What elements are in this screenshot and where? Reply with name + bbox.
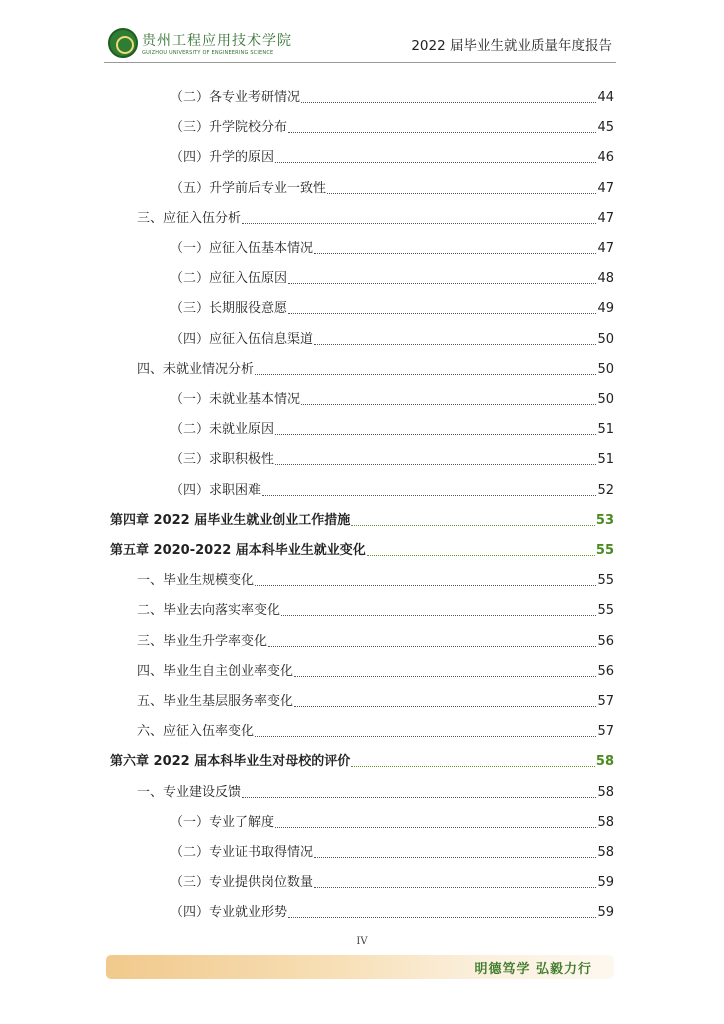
toc-entry-label: 一、毕业生规模变化 (137, 573, 255, 589)
toc-entry[interactable] (170, 903, 614, 921)
university-name: 贵州工程应用技术学院 (142, 33, 292, 49)
toc-entry-label: 五、毕业生基层服务率变化 (137, 694, 294, 709)
toc-entry-label: （二）各专业考研情况 (170, 90, 301, 105)
toc-entry-page: 55 (595, 543, 614, 558)
toc-entry[interactable] (170, 330, 614, 348)
toc-leader-dots (314, 344, 596, 345)
toc-entry-page: 51 (597, 422, 614, 438)
toc-entry-page: 58 (597, 814, 614, 830)
toc-entry-page: 50 (597, 392, 614, 407)
toc-entry-label: 第四章 2022 届毕业生就业创业工作措施 (110, 512, 351, 528)
page-number: IV (356, 936, 368, 947)
toc-entry-label: （一）专业了解度 (170, 814, 275, 830)
toc-leader-dots (281, 615, 596, 616)
toc-entry-label: 四、未就业情况分析 (137, 361, 255, 377)
toc-entry[interactable] (170, 390, 614, 408)
report-title: 2022 届毕业生就业质量年度报告 (411, 38, 612, 54)
toc-entry-page: 46 (597, 150, 614, 166)
toc-entry[interactable] (110, 752, 614, 770)
toc-leader-dots (294, 676, 596, 677)
toc-entry[interactable] (170, 450, 614, 468)
toc-entry[interactable] (137, 692, 614, 710)
toc-entry-page: 47 (597, 241, 614, 256)
toc-leader-dots (268, 646, 596, 647)
toc-entry-label: （二）应征入伍原因 (170, 271, 288, 287)
toc-entry[interactable] (110, 511, 614, 529)
toc-entry-label: （三）升学院校分布 (170, 120, 288, 136)
toc-entry[interactable] (170, 118, 614, 136)
toc-entry-label: 三、毕业生升学率变化 (137, 633, 268, 649)
toc-entry-page: 55 (597, 573, 614, 589)
toc-leader-dots (314, 887, 596, 888)
toc-entry-label: 六、应征入伍率变化 (137, 724, 255, 740)
university-logo-icon (108, 28, 138, 58)
toc-entry[interactable] (137, 209, 614, 227)
footer-banner (106, 955, 614, 979)
toc-entry-label: 二、毕业去向落实率变化 (137, 603, 281, 619)
toc-entry-page: 57 (597, 694, 614, 709)
toc-entry[interactable] (170, 148, 614, 166)
toc-entry-label: （二）未就业原因 (170, 422, 275, 438)
toc-entry-label: 三、应征入伍分析 (137, 210, 242, 226)
toc-entry[interactable] (170, 179, 614, 197)
toc-entry[interactable] (137, 662, 614, 680)
toc-entry-page: 58 (595, 754, 614, 770)
toc-entry-label: （一）应征入伍基本情况 (170, 241, 314, 256)
toc-entry[interactable] (170, 88, 614, 106)
toc-leader-dots (288, 283, 596, 284)
toc-entry-page: 59 (597, 875, 614, 891)
toc-leader-dots (351, 525, 595, 526)
toc-leader-dots (255, 585, 596, 586)
toc-leader-dots (242, 223, 596, 224)
toc-entry-page: 47 (597, 210, 614, 226)
toc-entry-label: （三）专业提供岗位数量 (170, 875, 314, 891)
toc-leader-dots (301, 102, 596, 103)
toc-entry-page: 47 (597, 180, 614, 196)
toc-entry-label: （三）求职积极性 (170, 452, 275, 468)
toc-entry-page: 58 (597, 784, 614, 800)
toc-entry-page: 56 (597, 663, 614, 679)
toc-entry-label: （四）应征入伍信息渠道 (170, 331, 314, 347)
toc-entry[interactable] (137, 783, 614, 801)
toc-leader-dots (288, 313, 596, 314)
toc-entry-label: （四）专业就业形势 (170, 905, 288, 921)
toc-entry[interactable] (170, 481, 614, 499)
toc-entry[interactable] (170, 873, 614, 891)
toc-leader-dots (242, 797, 596, 798)
toc-entry-label: （五）升学前后专业一致性 (170, 180, 327, 196)
toc-entry-page: 56 (597, 633, 614, 649)
toc-entry-label: （三）长期服役意愿 (170, 301, 288, 317)
toc-leader-dots (367, 555, 595, 556)
university-name-english: GUIZHOU UNIVERSITY OF ENGINEERING SCIENCE (142, 50, 274, 56)
toc-leader-dots (288, 132, 596, 133)
toc-entry[interactable] (170, 843, 614, 861)
toc-entry[interactable] (110, 541, 614, 559)
toc-entry-label: 第五章 2020-2022 届本科毕业生就业变化 (110, 543, 366, 558)
toc-entry[interactable] (170, 239, 614, 257)
toc-entry-page: 53 (595, 512, 614, 528)
toc-entry-page: 44 (597, 90, 614, 105)
toc-entry-page: 58 (597, 845, 614, 860)
toc-entry[interactable] (137, 722, 614, 740)
toc-entry-page: 50 (597, 361, 614, 377)
toc-leader-dots (275, 162, 596, 163)
toc-entry-page: 50 (597, 331, 614, 347)
toc-entry[interactable] (137, 571, 614, 589)
toc-entry-page: 57 (597, 724, 614, 740)
toc-entry[interactable] (170, 269, 614, 287)
toc-leader-dots (275, 434, 596, 435)
toc-entry-label: 一、专业建设反馈 (137, 784, 242, 800)
toc-entry-page: 52 (597, 482, 614, 498)
toc-leader-dots (275, 464, 596, 465)
toc-leader-dots (314, 857, 596, 858)
toc-entry[interactable] (137, 601, 614, 619)
toc-leader-dots (275, 827, 596, 828)
toc-leader-dots (351, 766, 595, 767)
toc-leader-dots (255, 736, 596, 737)
toc-entry[interactable] (170, 299, 614, 317)
toc-leader-dots (262, 495, 596, 496)
toc-entry-page: 51 (597, 452, 614, 468)
toc-leader-dots (314, 253, 596, 254)
toc-entry-label: （一）未就业基本情况 (170, 392, 301, 407)
toc-leader-dots (327, 193, 596, 194)
toc-entry[interactable] (137, 360, 614, 378)
toc-leader-dots (301, 404, 596, 405)
toc-entry-label: （四）求职困难 (170, 482, 262, 498)
toc-entry-page: 59 (597, 905, 614, 921)
toc-entry[interactable] (170, 813, 614, 831)
toc-entry-page: 48 (597, 271, 614, 287)
toc-entry-label: （二）专业证书取得情况 (170, 845, 314, 860)
toc-leader-dots (255, 374, 596, 375)
footer-motto: 明德笃学 弘毅力行 (474, 962, 592, 977)
toc-entry[interactable] (170, 420, 614, 438)
toc-entry-label: （四）升学的原因 (170, 150, 275, 166)
toc-entry-label: 第六章 2022 届本科毕业生对母校的评价 (110, 754, 351, 770)
toc-entry[interactable] (137, 632, 614, 650)
toc-entry-label: 四、毕业生自主创业率变化 (137, 663, 294, 679)
toc-entry-page: 55 (597, 603, 614, 619)
toc-entry-page: 45 (597, 120, 614, 136)
page-header (104, 24, 616, 63)
toc-leader-dots (294, 706, 596, 707)
toc-entry-page: 49 (597, 301, 614, 317)
toc-leader-dots (288, 917, 596, 918)
